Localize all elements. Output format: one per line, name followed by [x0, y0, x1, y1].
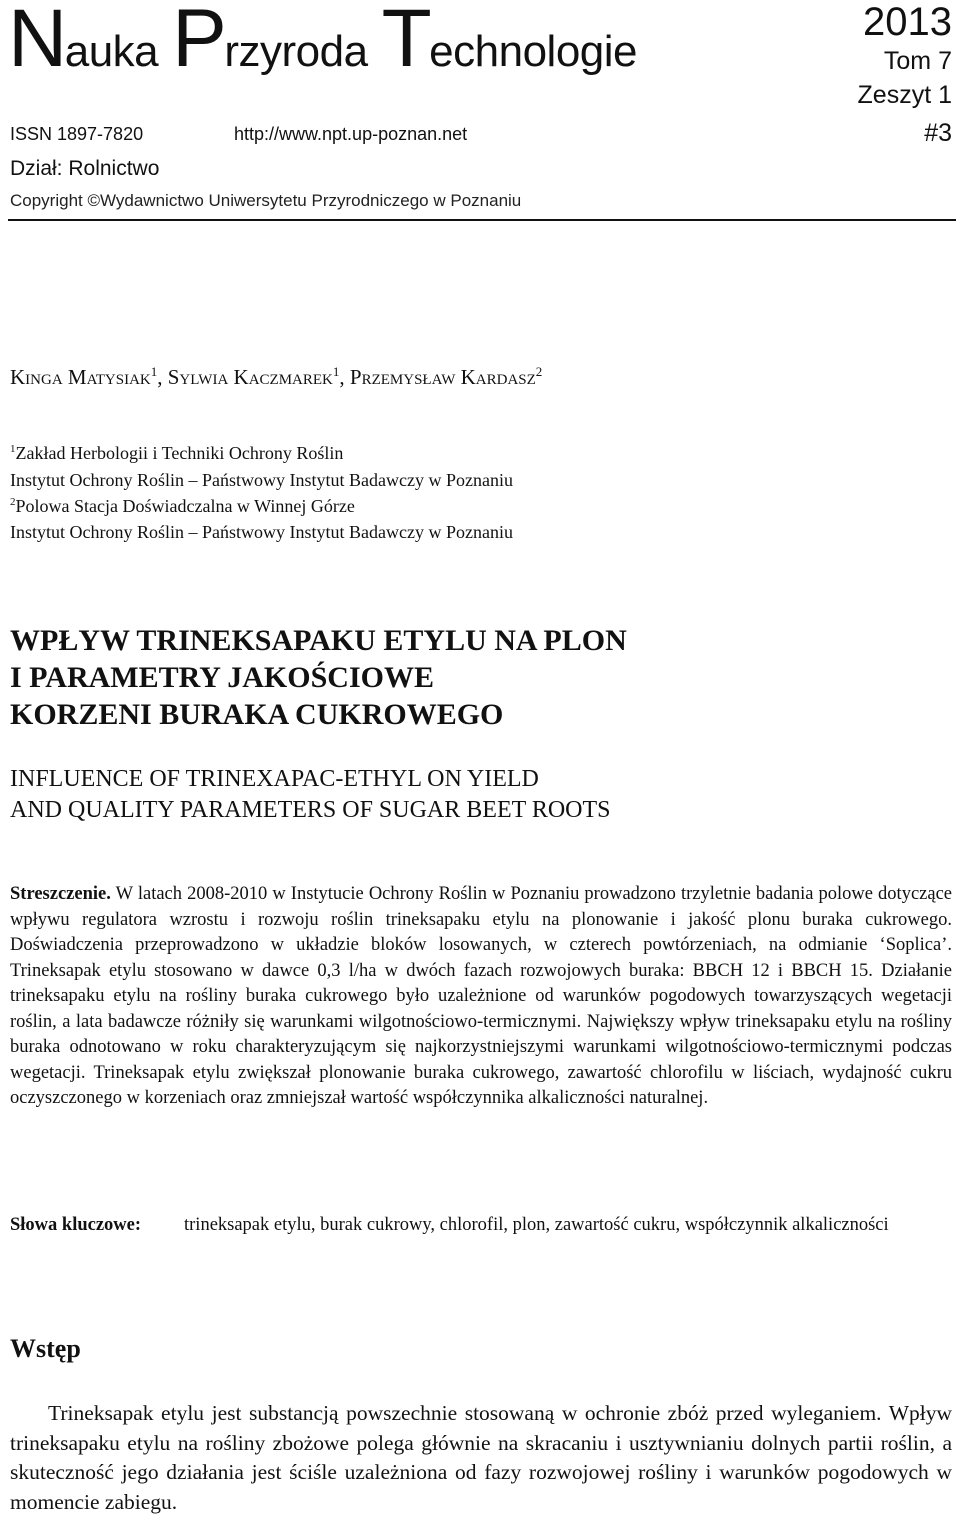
abstract-label: Streszczenie.: [10, 884, 111, 904]
article-number: #3: [924, 119, 952, 147]
affiliation: [10, 522, 513, 543]
author-sup: 1: [332, 364, 340, 379]
journal-title-initial: N: [8, 0, 67, 84]
title-line: INFLUENCE OF TRINEXAPAC-ETHYL ON YIELD: [10, 766, 539, 792]
journal-title-initial: T: [381, 0, 432, 84]
section-heading: Wstęp: [10, 1334, 81, 1363]
affiliation-text: Zakład Herbologii i Techniki Ochrony Roślin: [15, 443, 344, 463]
journal-title-initial: P: [172, 0, 227, 84]
journal-title-word: echnologie: [429, 27, 638, 76]
keywords-text: trineksapak etylu, burak cukrowy, chlorofil, plon, zawartość cukru, współczynnik alkaliczności: [184, 1215, 889, 1235]
issue-number: Zeszyt 1: [857, 81, 952, 109]
keywords: [10, 1212, 952, 1239]
author-sup: 2: [535, 364, 543, 379]
year: 2013: [863, 0, 952, 44]
affiliation-sup: 1: [10, 443, 16, 455]
issn: ISSN 1897-7820: [10, 124, 144, 144]
author-name: Przemysław Kardasz: [349, 365, 536, 389]
authors: Kinga Matysiak$^1$, Sylwia Kaczmarek$^1$, Przemysław Kardasz$^2$: [10, 364, 543, 389]
intro-paragraph: Trineksapak etylu jest substancją powszechnie stosowaną w ochronie zbóż przed wyleganiem. Wpływ trineksapaku etylu na rośliny zbożowe polega głównie na skracaniu i usztywnianiu dolnych partii roślin, a skuteczność jego działania jest ściśle uzależniona od fazy rozwojowej rośliny i warunków pogodowych w momencie zabiegu.: [10, 1401, 952, 1514]
abstract: [10, 882, 952, 1112]
title-line: WPŁYW TRINEKSAPAKU ETYLU NA PLON: [10, 624, 627, 657]
journal-url[interactable]: http://www.npt.up-poznan.net: [234, 124, 468, 144]
copyright: Copyright ©Wydawnictwo Uniwersytetu Przyrodniczego w Poznaniu: [10, 191, 522, 210]
journal-title: [8, 0, 638, 84]
affiliation-text: Polowa Stacja Doświadczalna w Winnej Górze: [15, 496, 355, 516]
issue-info: [858, 0, 952, 150]
volume: Tom 7: [883, 47, 952, 75]
journal-title-word: rzyroda: [224, 27, 368, 76]
keywords-label: Słowa kluczowe:: [10, 1215, 142, 1235]
title-line: KORZENI BURAKA CUKROWEGO: [10, 698, 504, 731]
affiliation-sup: 2: [10, 496, 16, 508]
abstract-text: W latach 2008-2010 w Instytucie Ochrony Roślin w Poznaniu prowadzono trzyletnie badania polowe dotyczące wpływu regulatora wzrostu i rozwoju roślin trineksapaku etylu na plonowanie i jakość plonu buraka cukrowego. Doświadczenia przeprowadzono w układzie bloków losowanych, w czterech powtórzeniach, na odmianie ‘Soplica’. Trineksapak etylu stosowano w dawce 0,3 l/ha w dwóch fazach rozwojowych buraka: BBCH 12 i BBCH 15. Działanie trineksapaku etylu na rośliny buraka cukrowego było uzależnione od warunków pogodowych towarzyszących wegetacji roślin, a lata badawcze różniły się warunkami wilgotnościowo-termicznymi. Największy wpływ trineksapaku etylu na rośliny buraka odnotowano w roku charakteryzującym się najkorzystniejszymi warunkami wilgotnościowo-termicznymi podczas wegetacji. Trineksapak etylu zwiększał plonowanie buraka cukrowego, zawartość chlorofilu w liściach, wydajność cukru oczyszczonego w korzeniach oraz zmniejszał wartość współczynnika alkaliczności naturalnej.: [10, 884, 952, 1108]
affiliation: [10, 443, 343, 464]
section-label: Dział: Rolnictwo: [10, 157, 160, 180]
title-line: I PARAMETRY JAKOŚCIOWE: [10, 661, 434, 694]
title-line: AND QUALITY PARAMETERS OF SUGAR BEET ROOTS: [10, 797, 611, 823]
affiliation-text: Instytut Ochrony Roślin – Państwowy Instytut Badawczy w Poznaniu: [10, 470, 513, 490]
author-sup: 1: [150, 364, 158, 379]
author-name: Sylwia Kaczmarek: [167, 365, 333, 389]
affiliation: [10, 470, 513, 491]
affiliation-text: Instytut Ochrony Roślin – Państwowy Instytut Badawczy w Poznaniu: [10, 522, 513, 542]
header-divider: [8, 219, 956, 221]
affiliation: [10, 496, 355, 517]
title-polish: [10, 622, 627, 733]
journal-title-word: auka: [64, 27, 159, 76]
title-english: [10, 764, 611, 826]
author-name: Kinga Matysiak: [10, 365, 151, 389]
